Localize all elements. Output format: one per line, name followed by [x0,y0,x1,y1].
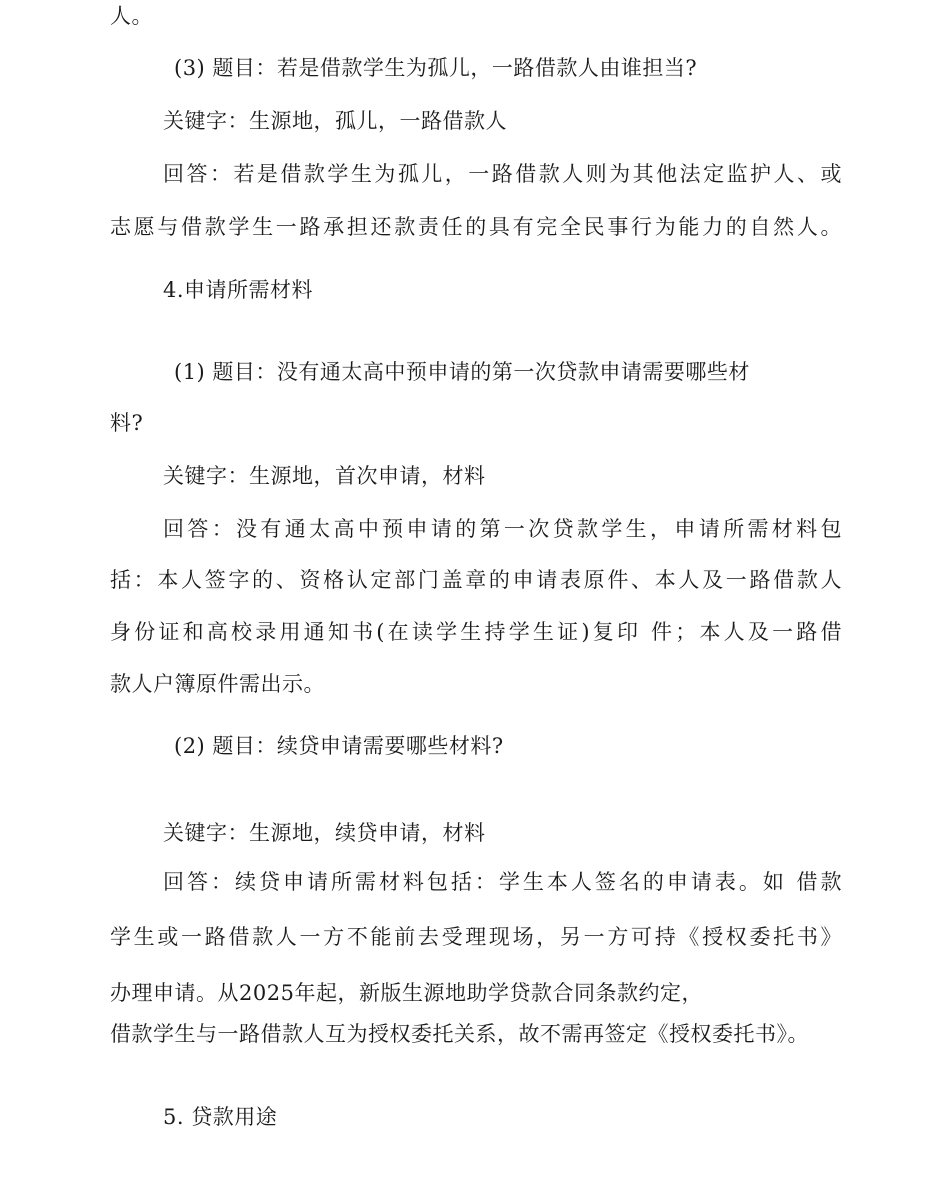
section-4-question-1-answer-line-4: 款人户簿原件需出示。 [110,672,325,696]
section-4-question-2-answer-line-4: 借款学生与一路借款人互为授权委托关系，故不需再签定《授权委托书》。 [110,1022,809,1046]
question-3-keywords: 关键字：生源地，孤儿，一路借款人 [163,109,507,133]
paragraph-fragment: 人。 [110,4,153,28]
section-4-title: 4.申请所需材料 [163,278,314,302]
section-4-question-1-keywords: 关键字：生源地，首次申请，材料 [163,464,486,488]
question-3-answer-line-2: 志愿与借款学生一路承担还款责任的具有完全民事行为能力的自然人。 [110,215,842,239]
section-4-question-1-answer-line-3: 身份证和高校录用通知书(在读学生持学生证)复印 件；本人及一路借 [110,620,842,644]
section-4-question-2-answer-line-1: 回答：续贷申请所需材料包括：学生本人签名的申请表。如 借款 [163,870,842,894]
section-4-question-2: (2) 题目：续贷申请需要哪些材料? [174,734,504,758]
question-3-answer-line-1: 回答：若是借款学生为孤儿，一路借款人则为其他法定监护人、或 [163,162,842,186]
section-4-question-1-line-2: 料? [110,411,144,435]
section-4-question-1-line-1: (1) 题目：没有通太高中预申请的第一次贷款申请需要哪些材 [174,360,750,384]
section-4-question-2-answer-line-3: 办理申请。从2025年起，新版生源地助学贷款合同条款约定， [110,981,703,1005]
question-3: (3) 题目：若是借款学生为孤儿，一路借款人由谁担当? [174,56,698,80]
section-4-question-2-answer-line-2: 学生或一路借款人一方不能前去受理现场，另一方可持《授权委托书》 [110,925,842,949]
section-4-question-1-answer-line-2: 括：本人签字的、资格认定部门盖章的申请表原件、本人及一路借款人 [110,568,842,592]
section-5-title: 5. 贷款用途 [163,1105,278,1129]
section-4-question-1-answer-line-1: 回答：没有通太高中预申请的第一次贷款学生，申请所需材料包 [163,517,842,541]
section-4-question-2-keywords: 关键字：生源地，续贷申请，材料 [163,821,486,845]
